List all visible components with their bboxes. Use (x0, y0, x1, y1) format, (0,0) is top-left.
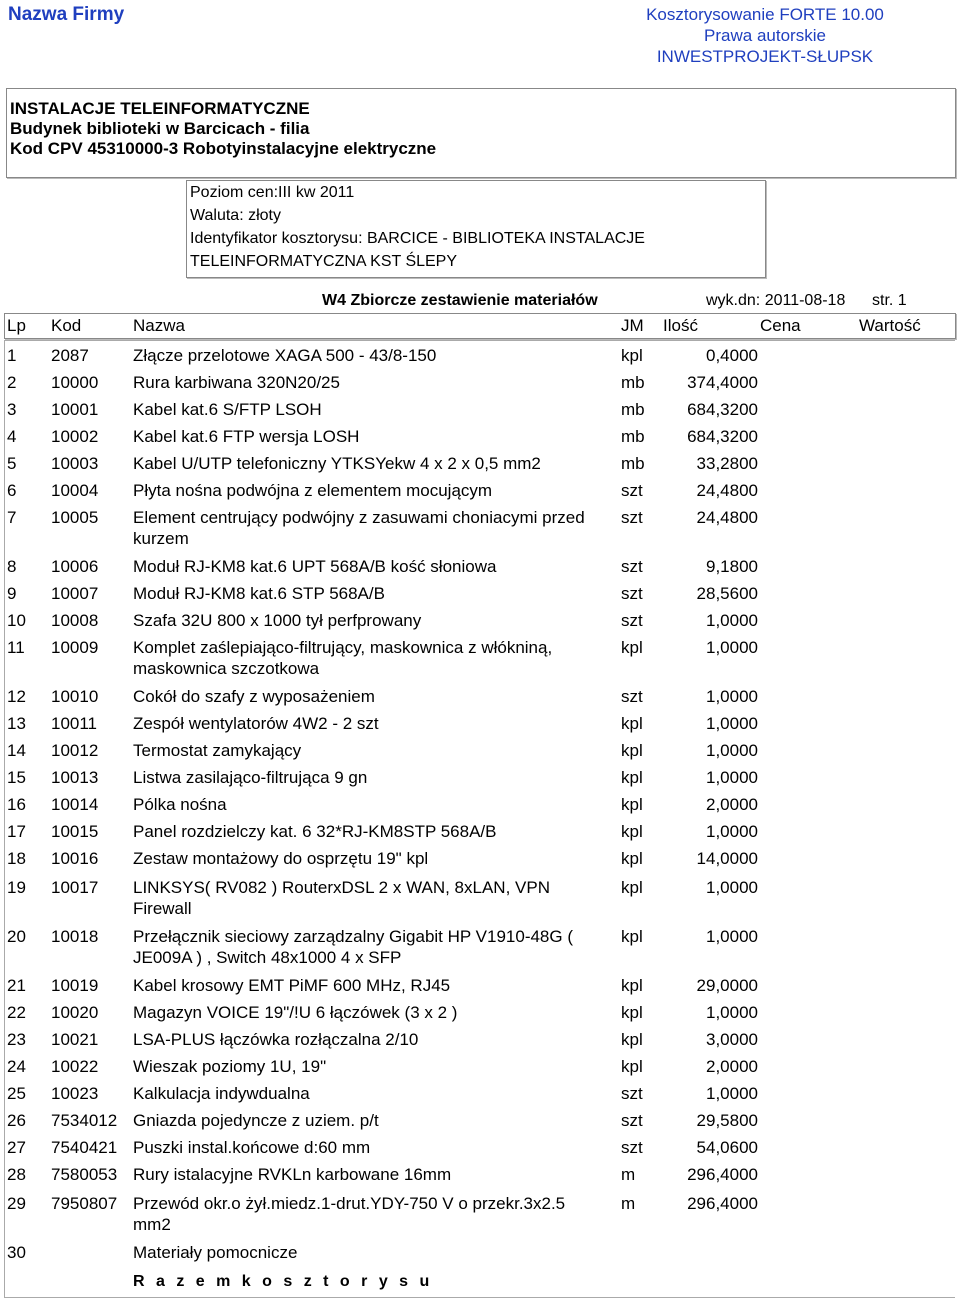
row-lp: 11 (7, 638, 25, 657)
row-jm: kpl (621, 927, 643, 946)
row-nazwa: Kabel kat.6 S/FTP LSOH (133, 400, 322, 419)
row-kod: 10012 (51, 741, 99, 760)
col-ilosc: Ilość (663, 316, 698, 335)
row-nazwa: Wieszak poziomy 1U, 19" (133, 1057, 327, 1076)
row-lp: 23 (7, 1030, 26, 1049)
row-ilosc: 1,0000 (706, 878, 758, 897)
row-jm: m (621, 1165, 636, 1184)
row-ilosc: 1,0000 (706, 611, 758, 630)
row-nazwa: Listwa zasilająco-filtrująca 9 gn (133, 768, 368, 787)
row-kod: 10000 (51, 373, 99, 392)
title-box (6, 88, 956, 178)
row-jm: kpl (621, 795, 643, 814)
col-lp: Lp (7, 316, 26, 335)
row-jm: kpl (621, 849, 643, 868)
row-ilosc: 1,0000 (706, 1084, 758, 1103)
row-lp: 15 (7, 768, 26, 787)
row-ilosc: 1,0000 (706, 687, 758, 706)
row-lp: 27 (7, 1138, 26, 1157)
row-lp: 28 (7, 1165, 26, 1184)
row-ilosc: 24,4800 (696, 481, 758, 500)
row-ilosc: 29,0000 (696, 976, 758, 995)
row-kod: 10017 (51, 878, 99, 897)
row-nazwa: LINKSYS( RV082 ) RouterxDSL 2 x WAN, 8xLAN, VPN (133, 878, 550, 897)
row-ilosc: 1,0000 (706, 768, 758, 787)
row-lp: 20 (7, 927, 26, 946)
row-lp: 16 (7, 795, 26, 814)
print-date: wyk.dn: 2011-08-18 (706, 292, 846, 309)
row-jm: szt (621, 1111, 643, 1130)
row-jm: m (621, 1194, 636, 1213)
row-ilosc: 0,4000 (706, 346, 758, 365)
row-nazwa: Puszki instal.końcowe d:60 mm (133, 1138, 371, 1157)
row-ilosc: 374,4000 (687, 373, 758, 392)
row-nazwa: Kabel krosowy EMT PiMF 600 MHz, RJ45 (133, 976, 451, 995)
row-ilosc: 24,4800 (696, 508, 758, 527)
rights-owner: INWESTPROJEKT-SŁUPSK (656, 47, 874, 66)
row-lp: 4 (7, 427, 17, 446)
col-kod: Kod (51, 316, 82, 335)
program-info (600, 4, 930, 67)
row-nazwa: Przełącznik sieciowy zarządzalny Gigabit HP V1910-48G ( (133, 927, 573, 946)
row-jm: kpl (621, 346, 643, 365)
row-ilosc: 2,0000 (706, 1057, 758, 1076)
row-ilosc: 29,5800 (696, 1111, 758, 1130)
row-nazwa: Magazyn VOICE 19"/!U 6 łączówek (3 x 2 ) (133, 1003, 458, 1022)
row-jm: mb (621, 454, 645, 473)
row-lp: 21 (7, 976, 26, 995)
row-jm: szt (621, 1084, 643, 1103)
row-lp: 3 (7, 400, 17, 419)
row-kod: 10009 (51, 638, 99, 657)
title-line-1: INSTALACJE TELEINFORMATYCZNE (10, 99, 310, 118)
page-number: str. 1 (872, 292, 907, 309)
row-jm: szt (621, 508, 643, 527)
row-ilosc: 684,3200 (687, 400, 758, 419)
row-ilosc: 296,4000 (687, 1194, 758, 1213)
estimate-info-box (186, 180, 766, 278)
title-line-2: Budynek biblioteki w Barcicach - filia (10, 119, 310, 138)
row-ilosc: 3,0000 (706, 1030, 758, 1049)
row-jm: kpl (621, 741, 643, 760)
row-nazwa-continued: JE009A ) , Switch 48x1000 4 x SFP (133, 948, 402, 967)
row-lp: 14 (7, 741, 26, 760)
row-lp: 12 (7, 687, 26, 706)
row-lp: 13 (7, 714, 26, 733)
row-nazwa: Przewód okr.o żył.miedz.1-drut.YDY-750 V o przekr.3x2.5 (133, 1194, 566, 1213)
row-lp: 19 (7, 878, 26, 897)
row-kod: 7580053 (51, 1165, 118, 1184)
rights-label: Prawa autorskie (704, 26, 826, 45)
row-nazwa: Szafa 32U 800 x 1000 tył perfprowany (133, 611, 422, 630)
row-nazwa: Rury istalacyjne RVKLn karbowane 16mm (133, 1165, 452, 1184)
row-lp: 25 (7, 1084, 26, 1103)
row-kod: 10003 (51, 454, 99, 473)
row-kod: 10022 (51, 1057, 99, 1076)
row-kod: 10020 (51, 1003, 99, 1022)
row-jm: kpl (621, 976, 643, 995)
row-nazwa: Płyta nośna podwójna z elementem mocującym (133, 481, 493, 500)
row-ilosc: 33,2800 (696, 454, 758, 473)
row-ilosc: 1,0000 (706, 741, 758, 760)
row-lp: 1 (7, 346, 17, 365)
row-kod: 2087 (51, 346, 89, 365)
col-jm: JM (621, 316, 644, 335)
row-ilosc: 1,0000 (706, 714, 758, 733)
row-nazwa: Kabel U/UTP telefoniczny YTKSYekw 4 x 2 x 0,5 mm2 (133, 454, 541, 473)
row-nazwa: Pólka nośna (133, 795, 227, 814)
row-jm: szt (621, 584, 643, 603)
row-nazwa: Zespół wentylatorów 4W2 - 2 szt (133, 714, 379, 733)
row-lp: 29 (7, 1194, 26, 1213)
row-kod: 10021 (51, 1030, 99, 1049)
row-kod: 10007 (51, 584, 99, 603)
row-nazwa: Złącze przelotowe XAGA 500 - 43/8-150 (133, 346, 437, 365)
row-nazwa: Moduł RJ-KM8 kat.6 UPT 568A/B kość słoniowa (133, 557, 497, 576)
row-nazwa-continued: Firewall (133, 899, 192, 918)
row-nazwa: Komplet zaślepiająco-filtrujący, maskownica z włókniną, (133, 638, 553, 657)
title-line-3: Kod CPV 45310000-3 Robotyinstalacyjne elektryczne (10, 139, 437, 158)
row-kod: 10013 (51, 768, 99, 787)
row-lp: 22 (7, 1003, 26, 1022)
row-nazwa: Materiały pomocnicze (133, 1243, 298, 1262)
row-jm: kpl (621, 1057, 643, 1076)
row-nazwa: Gniazda pojedyncze z uziem. p/t (133, 1111, 379, 1130)
program-name: Kosztorysowanie FORTE 10.00 (646, 5, 884, 24)
row-jm: kpl (621, 1030, 643, 1049)
row-nazwa: Kalkulacja indywdualna (133, 1084, 310, 1103)
price-level: Poziom cen:III kw 2011 (190, 184, 355, 201)
row-kod: 10014 (51, 795, 99, 814)
row-lp: 26 (7, 1111, 26, 1130)
row-nazwa: Moduł RJ-KM8 kat.6 STP 568A/B (133, 584, 385, 603)
row-jm: szt (621, 557, 643, 576)
row-nazwa: Rura karbiwana 320N20/25 (133, 373, 340, 392)
row-jm: mb (621, 373, 645, 392)
row-kod: 10001 (51, 400, 99, 419)
row-lp: 10 (7, 611, 26, 630)
row-kod: 10004 (51, 481, 99, 500)
estimate-id-line-1: Identyfikator kosztorysu: BARCICE - BIBLIOTEKA INSTALACJE (190, 230, 645, 247)
row-ilosc: 54,0600 (696, 1138, 758, 1157)
row-kod: 7950807 (51, 1194, 118, 1213)
row-lp: 6 (7, 481, 17, 500)
row-kod: 10010 (51, 687, 99, 706)
row-jm: kpl (621, 1003, 643, 1022)
row-lp: 17 (7, 822, 26, 841)
row-jm: kpl (621, 878, 643, 897)
row-lp: 5 (7, 454, 17, 473)
estimate-id-line-2: TELEINFORMATYCZNA KST ŚLEPY (190, 253, 458, 270)
row-nazwa: Zestaw montażowy do osprzętu 19" kpl (133, 849, 429, 868)
company-name: Nazwa Firmy (8, 4, 125, 25)
row-nazwa-continued: maskownica szczotkowa (133, 659, 320, 678)
total-label: R a z e m k o s z t o r y s u (133, 1273, 433, 1290)
row-lp: 7 (7, 508, 17, 527)
row-nazwa: Kabel kat.6 FTP wersja LOSH (133, 427, 360, 446)
row-kod: 10016 (51, 849, 99, 868)
row-lp: 24 (7, 1057, 26, 1076)
row-ilosc: 14,0000 (696, 849, 758, 868)
row-nazwa: LSA-PLUS łączówka rozłączalna 2/10 (133, 1030, 419, 1049)
row-ilosc: 1,0000 (706, 927, 758, 946)
row-kod: 10023 (51, 1084, 99, 1103)
row-kod: 10015 (51, 822, 99, 841)
row-nazwa-continued: kurzem (133, 529, 189, 548)
row-jm: mb (621, 400, 645, 419)
row-kod: 10008 (51, 611, 99, 630)
col-cena: Cena (760, 316, 801, 335)
row-kod: 7534012 (51, 1111, 118, 1130)
row-ilosc: 28,5600 (696, 584, 758, 603)
row-kod: 10018 (51, 927, 99, 946)
row-kod: 10011 (51, 714, 98, 733)
row-ilosc: 296,4000 (687, 1165, 758, 1184)
row-kod: 10019 (51, 976, 99, 995)
row-kod: 7540421 (51, 1138, 118, 1157)
row-jm: szt (621, 1138, 643, 1157)
col-wartosc: Wartość (859, 316, 921, 335)
row-ilosc: 1,0000 (706, 822, 758, 841)
currency: Waluta: złoty (190, 207, 281, 224)
row-ilosc: 1,0000 (706, 1003, 758, 1022)
row-lp: 2 (7, 373, 17, 392)
row-nazwa: Panel rozdzielczy kat. 6 32*RJ-KM8STP 568A/B (133, 822, 497, 841)
row-kod: 10005 (51, 508, 99, 527)
row-lp: 18 (7, 849, 26, 868)
row-jm: mb (621, 427, 645, 446)
row-lp: 8 (7, 557, 17, 576)
row-jm: kpl (621, 638, 643, 657)
row-lp: 30 (7, 1243, 26, 1262)
row-nazwa-continued: mm2 (133, 1215, 171, 1234)
row-jm: kpl (621, 768, 643, 787)
row-nazwa: Cokół do szafy z wyposażeniem (133, 687, 375, 706)
row-ilosc: 9,1800 (706, 557, 758, 576)
col-nazwa: Nazwa (133, 316, 185, 335)
row-ilosc: 1,0000 (706, 638, 758, 657)
row-jm: szt (621, 611, 643, 630)
row-jm: kpl (621, 714, 643, 733)
row-nazwa: Termostat zamykający (133, 741, 302, 760)
row-jm: kpl (621, 822, 643, 841)
row-nazwa: Element centrujący podwójny z zasuwami choniacymi przed (133, 508, 585, 527)
row-lp: 9 (7, 584, 17, 603)
row-kod: 10006 (51, 557, 99, 576)
row-ilosc: 684,3200 (687, 427, 758, 446)
row-kod: 10002 (51, 427, 99, 446)
row-ilosc: 2,0000 (706, 795, 758, 814)
row-jm: szt (621, 687, 643, 706)
report-title: W4 Zbiorcze zestawienie materiałów (322, 292, 598, 309)
row-jm: szt (621, 481, 643, 500)
